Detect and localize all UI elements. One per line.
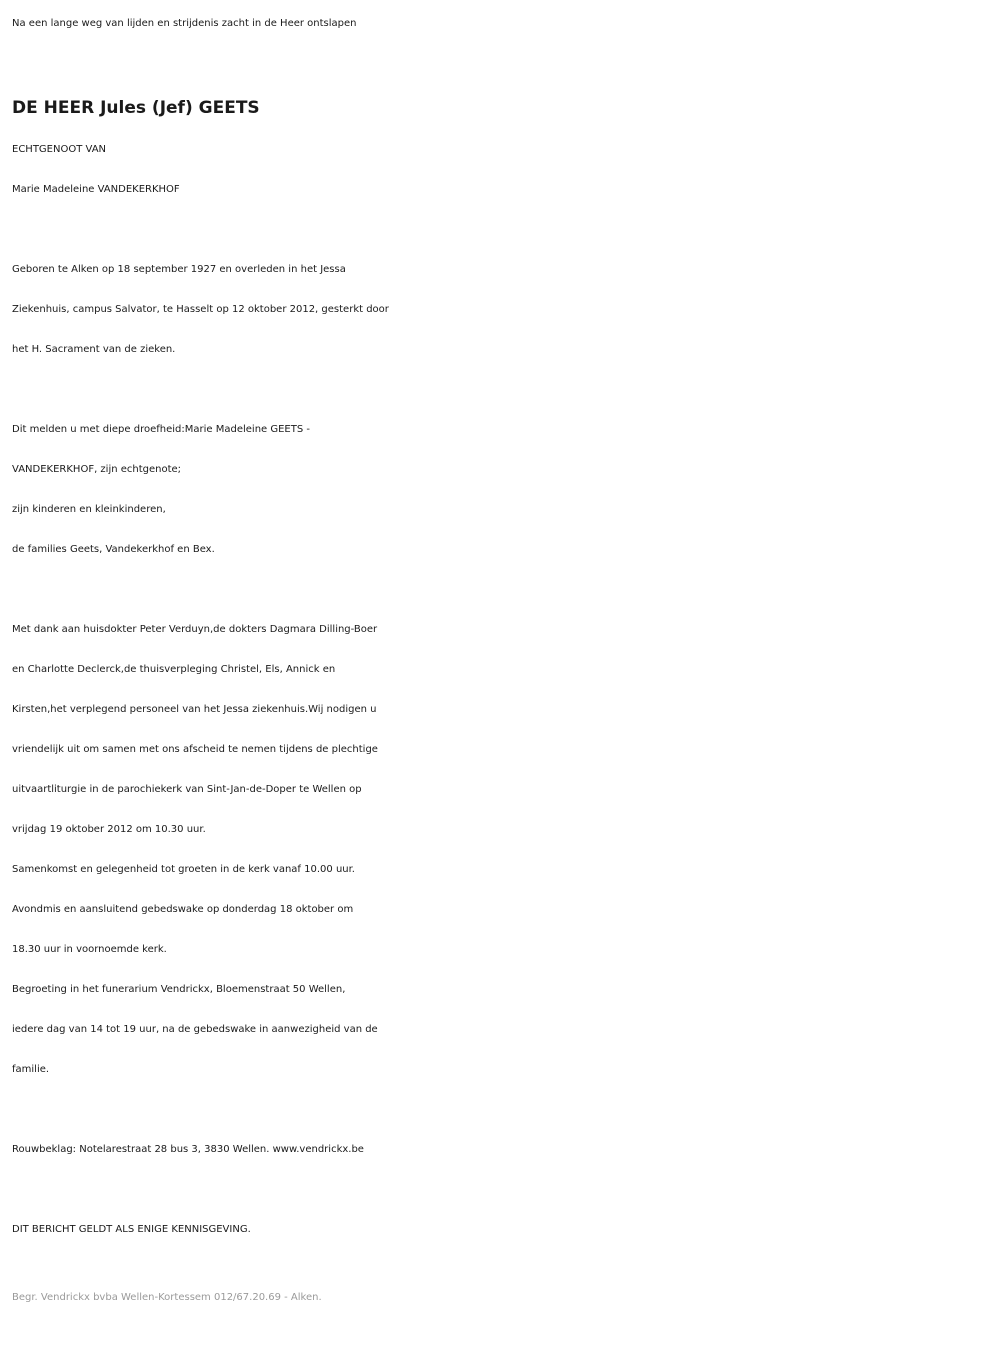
spacer [12,1170,992,1210]
paragraph-line: Met dank aan huisdokter Peter Verduyn,de dokters Dagmara Dilling-Boer [12,624,378,635]
spacer [12,570,992,610]
paragraph-line: en Charlotte Declerck,de thuisverpleging Christel, Els, Annick en [12,664,336,675]
funeral-home-footer: Begr. Vendrickx bvba Wellen-Kortessem 012/67.20.69 - Alken. [12,1292,322,1303]
condolences-address: Rouwbeklag: Notelarestraat 28 bus 3, 3830 Wellen. www.vendrickx.be [12,1144,364,1155]
paragraph-line: de families Geets, Vandekerkhof en Bex. [12,544,215,555]
paragraph-line: Dit melden u met diepe droefheid:Marie Madeleine GEETS - [12,424,310,435]
spouse-label: ECHTGENOOT VAN [12,144,107,155]
paragraph-line: Ziekenhuis, campus Salvator, te Hasselt op 12 oktober 2012, gesterkt door [12,304,389,315]
announcement-paragraph [12,410,992,570]
paragraph-line: vrijdag 19 oktober 2012 om 10.30 uur. [12,824,206,835]
paragraph-line: zijn kinderen en kleinkinderen, [12,504,166,515]
paragraph-line: iedere dag van 14 tot 19 uur, na de gebedswake in aanwezigheid van de [12,1024,378,1035]
paragraph-line: familie. [12,1064,50,1075]
official-notice: DIT BERICHT GELDT ALS ENIGE KENNISGEVING. [12,1224,251,1235]
paragraph-line: het H. Sacrament van de zieken. [12,344,176,355]
spouse-name: Marie Madeleine VANDEKERKHOF [12,184,180,195]
intro-text: Na een lange weg van lijden en strijdenis zacht in de Heer ontslapen [12,18,357,29]
paragraph-line: VANDEKERKHOF, zijn echtgenote; [12,464,182,475]
paragraph-line: vriendelijk uit om samen met ons afscheid te nemen tijdens de plechtige [12,744,378,755]
spacer [12,210,992,250]
paragraph-line: Geboren te Alken op 18 september 1927 en overleden in het Jessa [12,264,346,275]
spacer [12,370,992,410]
obituary-notice [12,4,992,1318]
birth-paragraph [12,250,992,370]
paragraph-line: Samenkomst en gelegenheid tot groeten in de kerk vanaf 10.00 uur. [12,864,355,875]
deceased-name: DE HEER Jules (Jef) GEETS [12,98,260,118]
paragraph-line: uitvaartliturgie in de parochiekerk van Sint-Jan-de-Doper te Wellen op [12,784,362,795]
paragraph-line: Avondmis en aansluitend gebedswake op donderdag 18 oktober om [12,904,354,915]
paragraph-line: Begroeting in het funerarium Vendrickx, Bloemenstraat 50 Wellen, [12,984,346,995]
paragraph-line: Kirsten,het verplegend personeel van het Jessa ziekenhuis.Wij nodigen u [12,704,377,715]
spacer [12,1090,992,1130]
thanks-paragraph [12,610,992,1090]
paragraph-line: 18.30 uur in voornoemde kerk. [12,944,167,955]
